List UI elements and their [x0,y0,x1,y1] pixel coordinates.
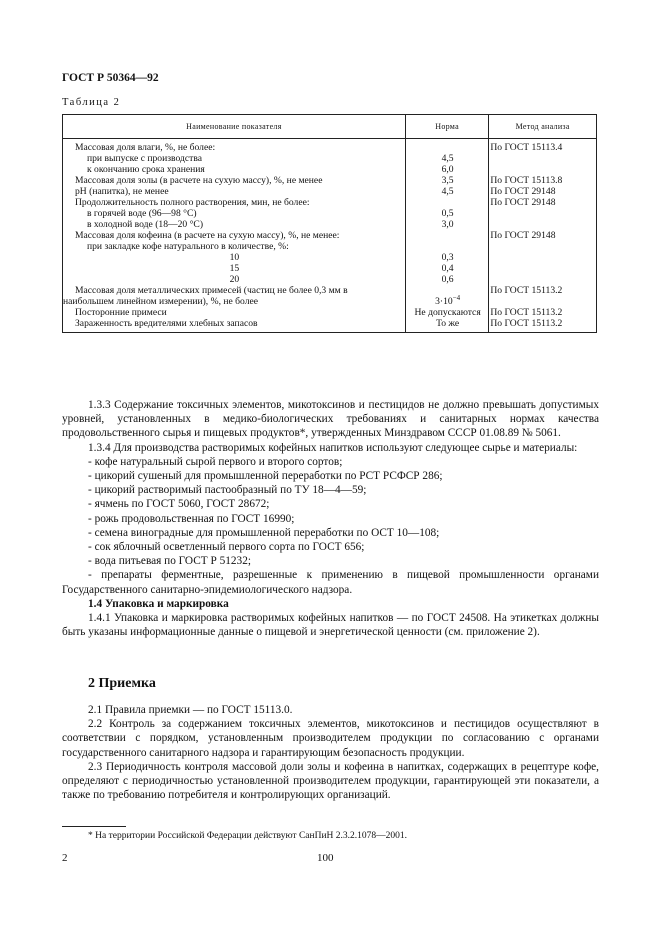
cell-indicator: к окончанию срока хранения [63,164,406,175]
table-row [63,241,597,252]
heading-section-2: 2 Приемка [88,676,156,691]
cell-norm: Не допускаются [405,307,489,318]
cell-norm [405,230,489,241]
norm-exponent: −4 [452,293,461,302]
cell-method [489,208,597,219]
materials-list-item: - ячмень по ГОСТ 5060, ГОСТ 28672; [88,498,270,511]
norm-base: 3·10 [435,296,453,307]
table-row [63,139,597,154]
cell-norm: 4,5 [405,186,489,197]
table-row [63,219,597,230]
cell-indicator: Зараженность вредителями хлебных запасов [63,318,406,333]
table-row [63,175,597,186]
paragraph-2-1: 2.1 Правила приемки — по ГОСТ 15113.0. [88,704,293,716]
cell-method [489,164,597,175]
page-number-center: 100 [317,852,334,864]
heading-1-4: 1.4 Упаковка и маркировка [88,597,229,610]
cell-method: По ГОСТ 15113.2 [489,318,597,333]
cell-method: По ГОСТ 15113.4 [489,139,597,154]
table-row [63,186,597,197]
footnote-separator [62,826,126,827]
column-header-norm: Норма [405,115,489,139]
cell-method [489,263,597,274]
footnote: * На территории Российской Федерации действуют СанПиН 2.3.2.1078—2001. [88,831,408,841]
cell-norm [405,285,489,307]
cell-norm: 0,3 [405,252,489,263]
table-row [63,307,597,318]
cell-method [489,241,597,252]
table-row [63,153,597,164]
cell-indicator: рН (напитка), не менее [63,186,406,197]
table-row [63,197,597,208]
paragraph-1-3-3: 1.3.3 Содержание токсичных элементов, микотоксинов и пестицидов не должно превышать допустимых уровней, установленных в медико-биологических требованиях и санитарных нормах качества продовольственного сырья и пищевых продуктов*, утвержденных Минздравом СССР 01.08.89 № 5061. [62,399,599,440]
cell-indicator: Массовая доля влаги, %, не более: [63,139,406,154]
cell-method: По ГОСТ 29148 [489,230,597,241]
cell-indicator: 15 [63,263,406,274]
cell-norm [405,139,489,154]
table-row [63,318,597,333]
cell-indicator-line: Массовая доля металлических примесей (частиц не более 0,3 мм в [75,285,348,296]
column-header-indicator: Наименование показателя [63,115,406,139]
cell-method [489,219,597,230]
document-header: ГОСТ Р 50364—92 [62,72,159,84]
cell-norm: То же [405,318,489,333]
table-body [63,139,597,333]
cell-method [489,274,597,285]
cell-method: По ГОСТ 29148 [489,186,597,197]
table-row [63,208,597,219]
cell-method: По ГОСТ 29148 [489,197,597,208]
cell-indicator: в холодной воде (18—20 °С) [63,219,406,230]
materials-list-item: - сок яблочный осветленный первого сорта по ГОСТ 656; [88,541,365,554]
cell-indicator-line: наибольшем линейном измерении), %, не более [63,296,259,307]
cell-norm: 0,5 [405,208,489,219]
table-2 [62,114,597,333]
cell-method: По ГОСТ 15113.8 [489,175,597,186]
cell-indicator: 10 [63,252,406,263]
cell-norm [405,241,489,252]
table-row [63,274,597,285]
cell-norm: 4,5 [405,153,489,164]
cell-method: По ГОСТ 15113.2 [489,285,597,307]
cell-norm: 0,4 [405,263,489,274]
table-row-metal-impurities [63,285,597,307]
cell-indicator: 20 [63,274,406,285]
cell-indicator: Массовая доля кофеина (в расчете на сухую массу), %, не менее: [63,230,406,241]
cell-indicator: в горячей воде (96—98 °С) [63,208,406,219]
cell-norm: 0,6 [405,274,489,285]
cell-norm: 6,0 [405,164,489,175]
paragraph-2-3: 2.3 Периодичность контроля массовой доли золы и кофеина в напитках, содержащих в рецептуре кофе, определяют с периодичностью установленной производителем продукции, гарантирующей эти показатели, а также по требованию потребителя и контролирующих организаций. [62,760,599,802]
cell-norm: 3,0 [405,219,489,230]
section-2 [62,703,599,802]
cell-indicator: при выпуске с производства [63,153,406,164]
cell-norm [405,197,489,208]
table-row [63,230,597,241]
section-1-3-3 [62,398,599,639]
materials-list-item: - семена виноградные для промышленной переработки по ОСТ 10—108; [88,526,440,539]
materials-list-item: - рожь продовольственная по ГОСТ 16990; [88,512,295,525]
materials-list-item: - кофе натуральный сырой первого и второго сортов; [88,455,343,468]
table-row [63,164,597,175]
materials-list-item: - вода питьевая по ГОСТ Р 51232; [88,555,251,568]
paragraph-2-2: 2.2 Контроль за содержанием токсичных элементов, микотоксинов и пестицидов осуществляют в соответствии с порядком, установленным производителем продукции по согласованию с органами государственного санитарного надзора и гарантирующим безопасность продукции. [62,718,599,759]
page-number-left: 2 [62,852,68,864]
cell-indicator: Продолжительность полного растворения, мин, не более: [63,197,406,208]
table-row [63,263,597,274]
paragraph-1-4-1: 1.4.1 Упаковка и маркировка растворимых кофейных напитков — по ГОСТ 24508. На этикетках должны быть указаны информационные данные о пищевой и энергетической ценности (см. приложение 2). [62,612,599,639]
table-row [63,252,597,263]
cell-indicator [63,285,406,307]
cell-indicator: Массовая доля золы (в расчете на сухую массу), %, не менее [63,175,406,186]
paragraph-1-3-4: 1.3.4 Для производства растворимых кофейных напитков используют следующее сырье и материалы: [88,441,578,454]
cell-method: По ГОСТ 15113.2 [489,307,597,318]
table-caption: Таблица 2 [62,97,121,108]
cell-indicator: Посторонние примеси [63,307,406,318]
materials-list-last-item: - препараты ферментные, разрешенные к применению в пищевой промышленности органами Государственного санитарно-эпидемиологического надзора. [62,569,599,596]
cell-method [489,153,597,164]
cell-method [489,252,597,263]
column-header-method: Метод анализа [489,115,597,139]
cell-norm: 3,5 [405,175,489,186]
materials-list-item: - цикорий сушеный для промышленной переработки по РСТ РСФСР 286; [88,470,443,483]
materials-list-item: - цикорий растворимый пастообразный по ТУ 18—4—59; [88,484,367,497]
cell-indicator: при закладке кофе натурального в количестве, %: [63,241,406,252]
materials-list [62,455,599,569]
